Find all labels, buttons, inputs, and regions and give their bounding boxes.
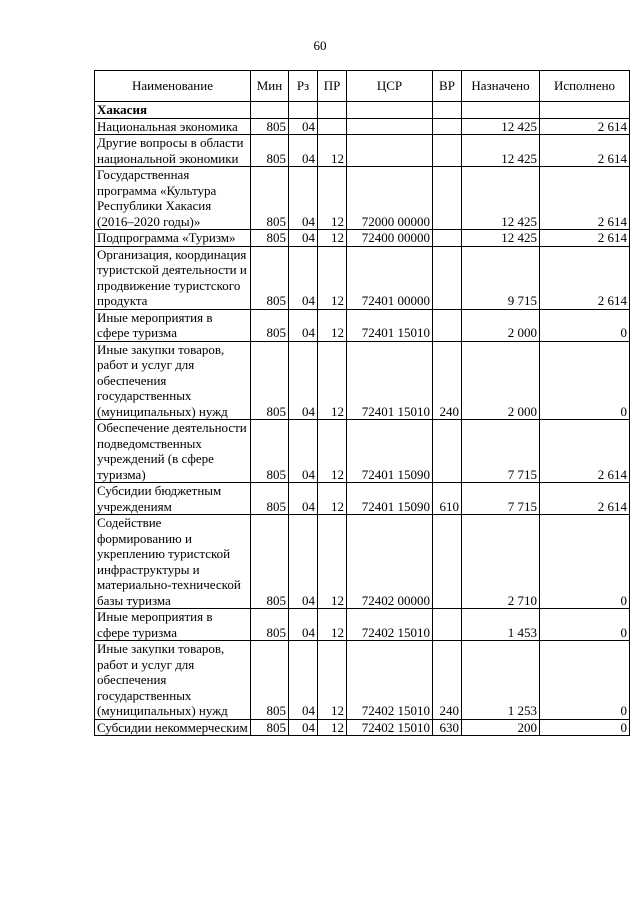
header-assigned: Назначено [462, 71, 540, 102]
row-name: Хакасия [95, 102, 251, 119]
row-pr [318, 118, 347, 135]
row-name: Другие вопросы в области национальной экономики [95, 135, 251, 167]
row-pr: 12 [318, 719, 347, 736]
table-row [95, 230, 630, 247]
row-rz: 04 [289, 246, 318, 309]
row-rz [289, 102, 318, 119]
table-row [95, 641, 630, 720]
row-vr: 610 [433, 483, 462, 515]
row-csr [347, 118, 433, 135]
row-vr [433, 102, 462, 119]
row-executed: 2 614 [540, 118, 630, 135]
row-executed: 0 [540, 609, 630, 641]
row-assigned: 12 425 [462, 230, 540, 247]
table-row [95, 341, 630, 420]
row-csr: 72000 00000 [347, 167, 433, 230]
row-pr: 12 [318, 230, 347, 247]
row-csr: 72402 00000 [347, 515, 433, 609]
row-assigned: 12 425 [462, 135, 540, 167]
row-rz: 04 [289, 483, 318, 515]
row-rz: 04 [289, 420, 318, 483]
row-name: Иные мероприятия в сфере туризма [95, 309, 251, 341]
row-name: Организация, координация туристской деятельности и продвижение туристского продукта [95, 246, 251, 309]
table-row [95, 420, 630, 483]
row-executed: 2 614 [540, 167, 630, 230]
row-rz: 04 [289, 167, 318, 230]
row-name: Субсидии бюджетным учреждениям [95, 483, 251, 515]
row-executed: 0 [540, 719, 630, 736]
row-csr: 72402 15010 [347, 719, 433, 736]
row-csr: 72402 15010 [347, 609, 433, 641]
row-min: 805 [251, 719, 289, 736]
row-name: Национальная экономика [95, 118, 251, 135]
row-pr: 12 [318, 246, 347, 309]
row-csr: 72401 15090 [347, 483, 433, 515]
row-name: Подпрограмма «Туризм» [95, 230, 251, 247]
row-name: Государственная программа «Культура Республики Хакасия (2016–2020 годы)» [95, 167, 251, 230]
row-csr: 72401 15090 [347, 420, 433, 483]
header-min: Мин [251, 71, 289, 102]
table-row [95, 102, 630, 119]
row-name: Иные мероприятия в сфере туризма [95, 609, 251, 641]
table-row [95, 118, 630, 135]
row-rz: 04 [289, 641, 318, 720]
row-min: 805 [251, 515, 289, 609]
row-assigned: 2 710 [462, 515, 540, 609]
row-min: 805 [251, 641, 289, 720]
row-csr [347, 102, 433, 119]
row-csr: 72400 00000 [347, 230, 433, 247]
row-vr [433, 246, 462, 309]
row-min: 805 [251, 609, 289, 641]
row-assigned: 2 000 [462, 341, 540, 420]
table-row [95, 167, 630, 230]
row-vr [433, 230, 462, 247]
table-row [95, 246, 630, 309]
table-row [95, 483, 630, 515]
row-min: 805 [251, 341, 289, 420]
row-vr [433, 167, 462, 230]
row-executed: 2 614 [540, 135, 630, 167]
header-executed: Исполнено [540, 71, 630, 102]
row-vr [433, 309, 462, 341]
row-executed [540, 102, 630, 119]
row-assigned: 7 715 [462, 420, 540, 483]
table-row [95, 719, 630, 736]
row-vr: 630 [433, 719, 462, 736]
row-assigned: 9 715 [462, 246, 540, 309]
row-rz: 04 [289, 515, 318, 609]
row-rz: 04 [289, 341, 318, 420]
row-min: 805 [251, 230, 289, 247]
row-rz: 04 [289, 609, 318, 641]
row-vr [433, 118, 462, 135]
row-min: 805 [251, 420, 289, 483]
header-vr: ВР [433, 71, 462, 102]
row-name: Содействие формированию и укреплению туристской инфраструктуры и материально-технической базы туризма [95, 515, 251, 609]
row-rz: 04 [289, 118, 318, 135]
page-number: 60 [313, 38, 327, 53]
row-min: 805 [251, 118, 289, 135]
row-assigned [462, 102, 540, 119]
table-row [95, 515, 630, 609]
row-min: 805 [251, 309, 289, 341]
row-pr: 12 [318, 483, 347, 515]
header-rz: Рз [289, 71, 318, 102]
table-header-row [95, 71, 630, 102]
row-csr: 72401 15010 [347, 309, 433, 341]
row-pr: 12 [318, 515, 347, 609]
row-executed: 2 614 [540, 246, 630, 309]
row-executed: 0 [540, 309, 630, 341]
table-row [95, 309, 630, 341]
row-pr: 12 [318, 167, 347, 230]
row-vr: 240 [433, 341, 462, 420]
row-name: Иные закупки товаров, работ и услуг для обеспечения государственных (муниципальных) нужд [95, 341, 251, 420]
row-rz: 04 [289, 135, 318, 167]
table-row [95, 609, 630, 641]
row-assigned: 7 715 [462, 483, 540, 515]
row-vr [433, 515, 462, 609]
row-vr [433, 135, 462, 167]
row-assigned: 2 000 [462, 309, 540, 341]
header-csr: ЦСР [347, 71, 433, 102]
row-assigned: 1 253 [462, 641, 540, 720]
row-min: 805 [251, 135, 289, 167]
row-csr: 72401 15010 [347, 341, 433, 420]
row-assigned: 200 [462, 719, 540, 736]
table-row [95, 135, 630, 167]
header-name: Наименование [95, 71, 251, 102]
row-pr: 12 [318, 341, 347, 420]
row-pr: 12 [318, 641, 347, 720]
row-pr: 12 [318, 420, 347, 483]
row-assigned: 12 425 [462, 167, 540, 230]
budget-table [94, 70, 630, 736]
row-executed: 0 [540, 641, 630, 720]
row-csr: 72402 15010 [347, 641, 433, 720]
row-vr: 240 [433, 641, 462, 720]
row-csr [347, 135, 433, 167]
row-executed: 2 614 [540, 230, 630, 247]
row-min: 805 [251, 483, 289, 515]
header-pr: ПР [318, 71, 347, 102]
row-rz: 04 [289, 309, 318, 341]
row-executed: 0 [540, 515, 630, 609]
row-executed: 2 614 [540, 420, 630, 483]
row-rz: 04 [289, 230, 318, 247]
row-min: 805 [251, 246, 289, 309]
row-pr [318, 102, 347, 119]
row-csr: 72401 00000 [347, 246, 433, 309]
row-assigned: 12 425 [462, 118, 540, 135]
row-name: Обеспечение деятельности подведомственных учреждений (в сфере туризма) [95, 420, 251, 483]
row-vr [433, 420, 462, 483]
row-rz: 04 [289, 719, 318, 736]
row-name: Субсидии некоммерческим [95, 719, 251, 736]
row-pr: 12 [318, 135, 347, 167]
row-name: Иные закупки товаров, работ и услуг для обеспечения государственных (муниципальных) нужд [95, 641, 251, 720]
row-pr: 12 [318, 309, 347, 341]
row-executed: 0 [540, 341, 630, 420]
row-vr [433, 609, 462, 641]
row-pr: 12 [318, 609, 347, 641]
row-executed: 2 614 [540, 483, 630, 515]
row-min: 805 [251, 167, 289, 230]
row-min [251, 102, 289, 119]
row-assigned: 1 453 [462, 609, 540, 641]
